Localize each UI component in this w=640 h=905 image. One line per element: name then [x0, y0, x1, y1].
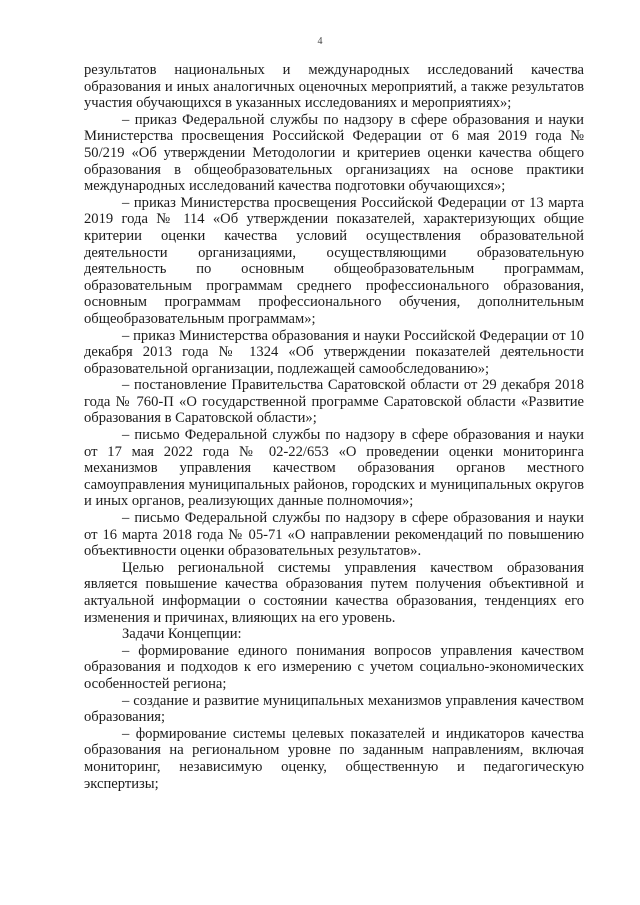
list-item-task-indicators: – формирование системы целевых показателей и индикаторов качества образования на региональном уровне по заданным направлениям, включая мониторинг, независимую оценку, общественную и педагогическую экспертизы; — [84, 725, 584, 792]
document-body — [84, 62, 584, 792]
list-item-ministry-order-1324: – приказ Министерства образования и науки Российской Федерации от 10 декабря 2013 года № 1324 «Об утверждении показателей деятельности образовательной организации, подлежащей самообследованию»; — [84, 327, 584, 377]
list-item-rosobrnadzor-order: – приказ Федеральной службы по надзору в сфере образования и науки Министерства просвещения Российской Федерации от 6 мая 2019 года № 50/219 «Об утверждении Методологии и критериев оценки качества общего образования в общеобразовательных организациях на основе практики международных исследований качества подготовки обучающихся»; — [84, 111, 584, 195]
list-item-letter-2022: – письмо Федеральной службы по надзору в сфере образования и науки от 17 мая 2022 года № 02-22/653 «О проведении оценки мониторинга механизмов управления качеством образования органов местного самоуправления муниципальных районов, городских и муниципальных округов и иных органов, реализующих данные полномочия»; — [84, 427, 584, 510]
list-item-government-resolution: – постановление Правительства Саратовской области от 29 декабря 2018 года № 760-П «О государственной программе Саратовской области «Развитие образования в Саратовской области»; — [84, 377, 584, 427]
paragraph-goal: Целью региональной системы управления качеством образования является повышение качества образования путем получения объективной и актуальной информации о состоянии качества образования, тенденциях его изменения и причинах, влияющих на его уровень. — [84, 559, 584, 626]
paragraph-continuation: результатов национальных и международных исследований качества образования и иных аналогичных оценочных мероприятий, а также результатов участия обучающихся в указанных исследованиях и мероприятиях»; — [84, 62, 584, 112]
page-number: 4 — [317, 36, 323, 47]
list-item-letter-2018: – письмо Федеральной службы по надзору в сфере образования и науки от 16 марта 2018 года № 05-71 «О направлении рекомендаций по повышению объективности оценки образовательных результатов». — [84, 510, 584, 560]
list-item-ministry-order-114: – приказ Министерства просвещения Российской Федерации от 13 марта 2019 года № 114 «Об утверждении показателей, характеризующих общие критерии оценки качества условий осуществления образовательной деятельности организациями, осуществляющими образовательную деятельность по основным общеобразовательным программам, образовательным программам среднего профессионального образования, основным программам профессионального обучения, дополнительным общеобразовательным программам»; — [84, 194, 584, 327]
list-item-task-mechanisms: – создание и развитие муниципальных механизмов управления качеством образования; — [84, 692, 584, 726]
paragraph-tasks-heading: Задачи Концепции: — [122, 626, 242, 643]
list-item-task-understanding: – формирование единого понимания вопросов управления качеством образования и подходов к его измерению с учетом социально-экономических особенностей региона; — [84, 642, 584, 692]
